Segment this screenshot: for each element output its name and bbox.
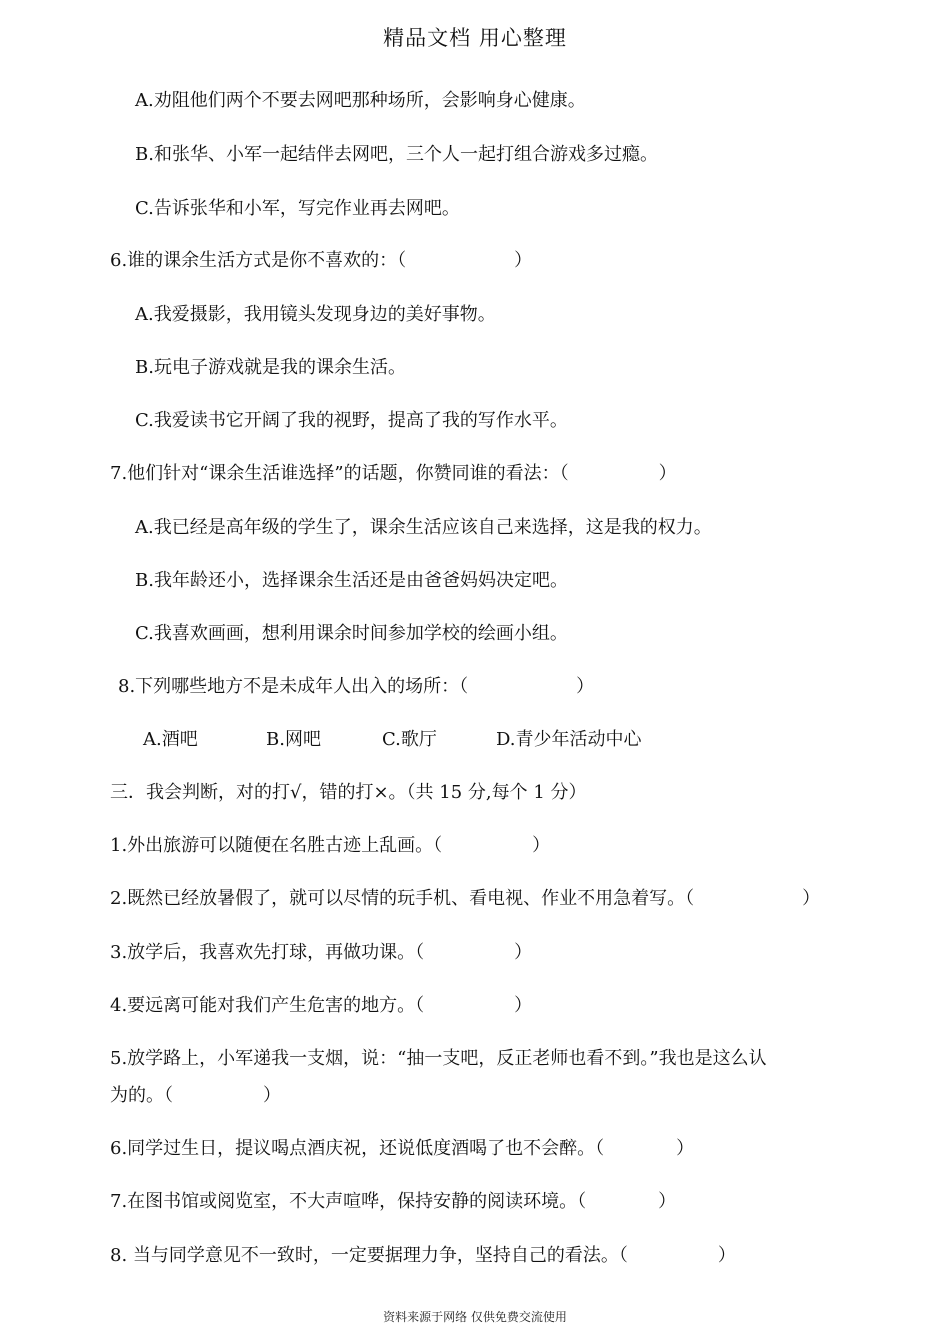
q7-option-c: C.我喜欢画画，想利用课余时间参加学校的绘画小组。 [135, 623, 568, 644]
q8-option-a: A.酒吧 [143, 729, 198, 750]
q8-stem: 8.下列哪些地方不是未成年人出入的场所：（ ） [118, 676, 595, 697]
judge-item-5: 5.放学路上，小军递我一支烟，说：“抽一支吧，反正老师也看不到。”我也是这么认 [110, 1048, 767, 1069]
q7-option-b: B.我年龄还小，选择课余生活还是由爸爸妈妈决定吧。 [135, 570, 568, 591]
section3-title: 三．我会判断，对的打√，错的打×。（共 15 分,每个 1 分） [110, 782, 587, 803]
q7-option-a: A.我已经是高年级的学生了，课余生活应该自己来选择，这是我的权力。 [135, 517, 712, 538]
judge-item-1: 1.外出旅游可以随便在名胜古迹上乱画。（ ） [110, 835, 551, 856]
q6-option-a: A.我爱摄影，我用镜头发现身边的美好事物。 [135, 304, 496, 325]
q5-option-a: A.劝阻他们两个不要去网吧那种场所，会影响身心健康。 [135, 90, 586, 111]
judge-item-4: 4.要远离可能对我们产生危害的地方。（ ） [110, 995, 533, 1016]
judge-item-3: 3.放学后，我喜欢先打球，再做功课。（ ） [110, 942, 533, 963]
q6-option-c: C.我爱读书它开阔了我的视野，提高了我的写作水平。 [135, 410, 568, 431]
q7-stem: 7.他们针对“课余生活谁选择”的话题，你赞同谁的看法：（ ） [110, 463, 677, 484]
page-header: 精品文档 用心整理 [383, 26, 567, 50]
q8-option-c: C.歌厅 [382, 729, 437, 750]
q6-option-b: B.玩电子游戏就是我的课余生活。 [135, 357, 406, 378]
q5-option-c: C.告诉张华和小军，写完作业再去网吧。 [135, 198, 460, 219]
judge-item-8: 8. 当与同学意见不一致时，一定要据理力争，坚持自己的看法。（ ） [110, 1245, 736, 1266]
q8-option-d: D.青少年活动中心 [496, 729, 642, 750]
judge-item-7: 7.在图书馆或阅览室，不大声喧哗，保持安静的阅读环境。（ ） [110, 1191, 677, 1212]
q8-option-b: B.网吧 [266, 729, 321, 750]
page-footer: 资料来源于网络 仅供免费交流使用 [383, 1310, 567, 1324]
q5-option-b: B.和张华、小军一起结伴去网吧，三个人一起打组合游戏多过瘾。 [135, 144, 658, 165]
judge-item-6: 6.同学过生日，提议喝点酒庆祝，还说低度酒喝了也不会醉。（ ） [110, 1138, 695, 1159]
q6-stem: 6.谁的课余生活方式是你不喜欢的：（ ） [110, 250, 533, 271]
judge-item-5-cont: 为的。（ ） [110, 1085, 281, 1106]
judge-item-2: 2.既然已经放暑假了，就可以尽情的玩手机、看电视、作业不用急着写。（ ） [110, 888, 821, 909]
